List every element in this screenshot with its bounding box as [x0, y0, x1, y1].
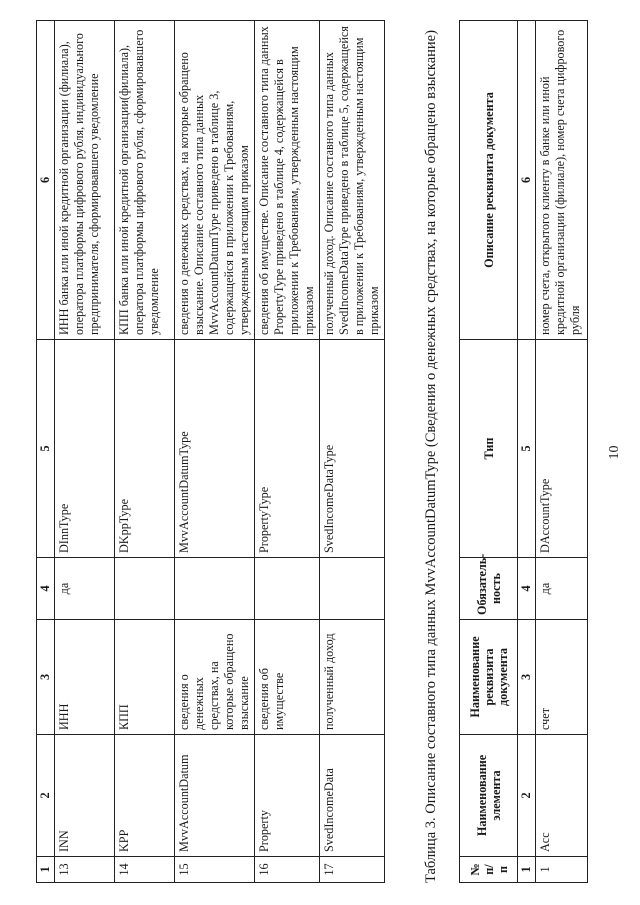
- column-number: 3: [37, 620, 55, 735]
- element-name: SvedIncomeData: [320, 735, 385, 857]
- element-name: INN: [55, 735, 115, 857]
- required-flag: [175, 558, 255, 620]
- row-number: 16: [255, 857, 320, 883]
- column-number: 4: [37, 558, 55, 620]
- requisite-name: ИНН: [55, 620, 115, 735]
- column-number: 5: [518, 340, 536, 558]
- table-row: [175, 21, 255, 883]
- column-number: 6: [37, 21, 55, 340]
- column-number: 6: [518, 21, 536, 340]
- required-flag: да: [536, 558, 588, 620]
- column-number: 2: [37, 735, 55, 857]
- element-type: DAccountType: [536, 340, 588, 558]
- column-number: 4: [518, 558, 536, 620]
- row-number: 14: [115, 857, 175, 883]
- table-row: [255, 21, 320, 883]
- element-description: ИНН банка или иной кредитной организации (филиала), оператора платформы цифрового рубля, индивидуального предпринимателя, сформировавшего уведомление: [55, 21, 115, 340]
- element-type: DKppType: [115, 340, 175, 558]
- table-row: [115, 21, 175, 883]
- element-description: сведения о денежных средствах, на которые обращено взыскание. Описание составного типа данных MvvAccountDatumType приведено в таблице 3, содержащейся в приложении к Требованиям, утвержденным настоящим приказом: [175, 21, 255, 340]
- row-number: 1: [536, 857, 588, 883]
- requisite-name: сведения об имуществе: [255, 620, 320, 735]
- table-row: [55, 21, 115, 883]
- column-header: Описание реквизита документа: [460, 21, 518, 340]
- requisite-name: КПП: [115, 620, 175, 735]
- header-row: [460, 21, 518, 883]
- column-header: Тип: [460, 340, 518, 558]
- column-header: № п/п: [460, 857, 518, 883]
- row-number: 17: [320, 857, 385, 883]
- required-flag: [115, 558, 175, 620]
- column-header: Наименование элемента: [460, 735, 518, 857]
- column-number: 2: [518, 735, 536, 857]
- table-caption: Таблица 3. Описание составного типа данных MvvAccountDatumType (Сведения о денежных средствах, на которые обращено взыскание): [423, 30, 439, 883]
- table-row: [536, 21, 588, 883]
- element-type: DInnType: [55, 340, 115, 558]
- page-number: 10: [607, 445, 622, 460]
- mvv-account-datum-table: [459, 20, 588, 883]
- element-name: Property: [255, 735, 320, 857]
- column-number: 3: [518, 620, 536, 735]
- column-number-row: [37, 21, 55, 883]
- requisite-name: полученный доход: [320, 620, 385, 735]
- element-name: Acc: [536, 735, 588, 857]
- element-type: PropertyType: [255, 340, 320, 558]
- column-number: 5: [37, 340, 55, 558]
- required-flag: [320, 558, 385, 620]
- element-description: номер счета, открытого клиенту в банке или иной кредитной организации (филиале), номер счета цифрового рубля: [536, 21, 588, 340]
- element-description: КПП банка или иной кредитной организации(филиала), оператора платформы цифрового рубля, сформировавшего уведомление: [115, 21, 175, 340]
- column-header: Наименование реквизита документа: [460, 620, 518, 735]
- table-row: [320, 21, 385, 883]
- required-flag: [255, 558, 320, 620]
- row-number: 15: [175, 857, 255, 883]
- required-flag: да: [55, 558, 115, 620]
- requisite-name: счет: [536, 620, 588, 735]
- element-description: полученный доход. Описание составного типа данных SvedIncomeDataType приведено в таблице 5, содержащейся в приложении к Требованиям, утвержденным настоящим приказом: [320, 21, 385, 340]
- column-number: 1: [37, 857, 55, 883]
- column-header: Обязатель-ность: [460, 558, 518, 620]
- column-number-row: [518, 21, 536, 883]
- element-name: MvvAccountDatum: [175, 735, 255, 857]
- element-type: MvvAccountDatumType: [175, 340, 255, 558]
- element-description: сведения об имуществе. Описание составного типа данных PropertyType приведено в таблице 4, содержащейся в приложении к Требованиям, утвержденным настоящим приказом: [255, 21, 320, 340]
- element-name: KPP: [115, 735, 175, 857]
- column-number: 1: [518, 857, 536, 883]
- row-number: 13: [55, 857, 115, 883]
- requisite-name: сведения о денежных средствах, на которые обращено взыскание: [175, 620, 255, 735]
- element-type: SvedIncomeDataType: [320, 340, 385, 558]
- elements-table-continued: [36, 20, 385, 883]
